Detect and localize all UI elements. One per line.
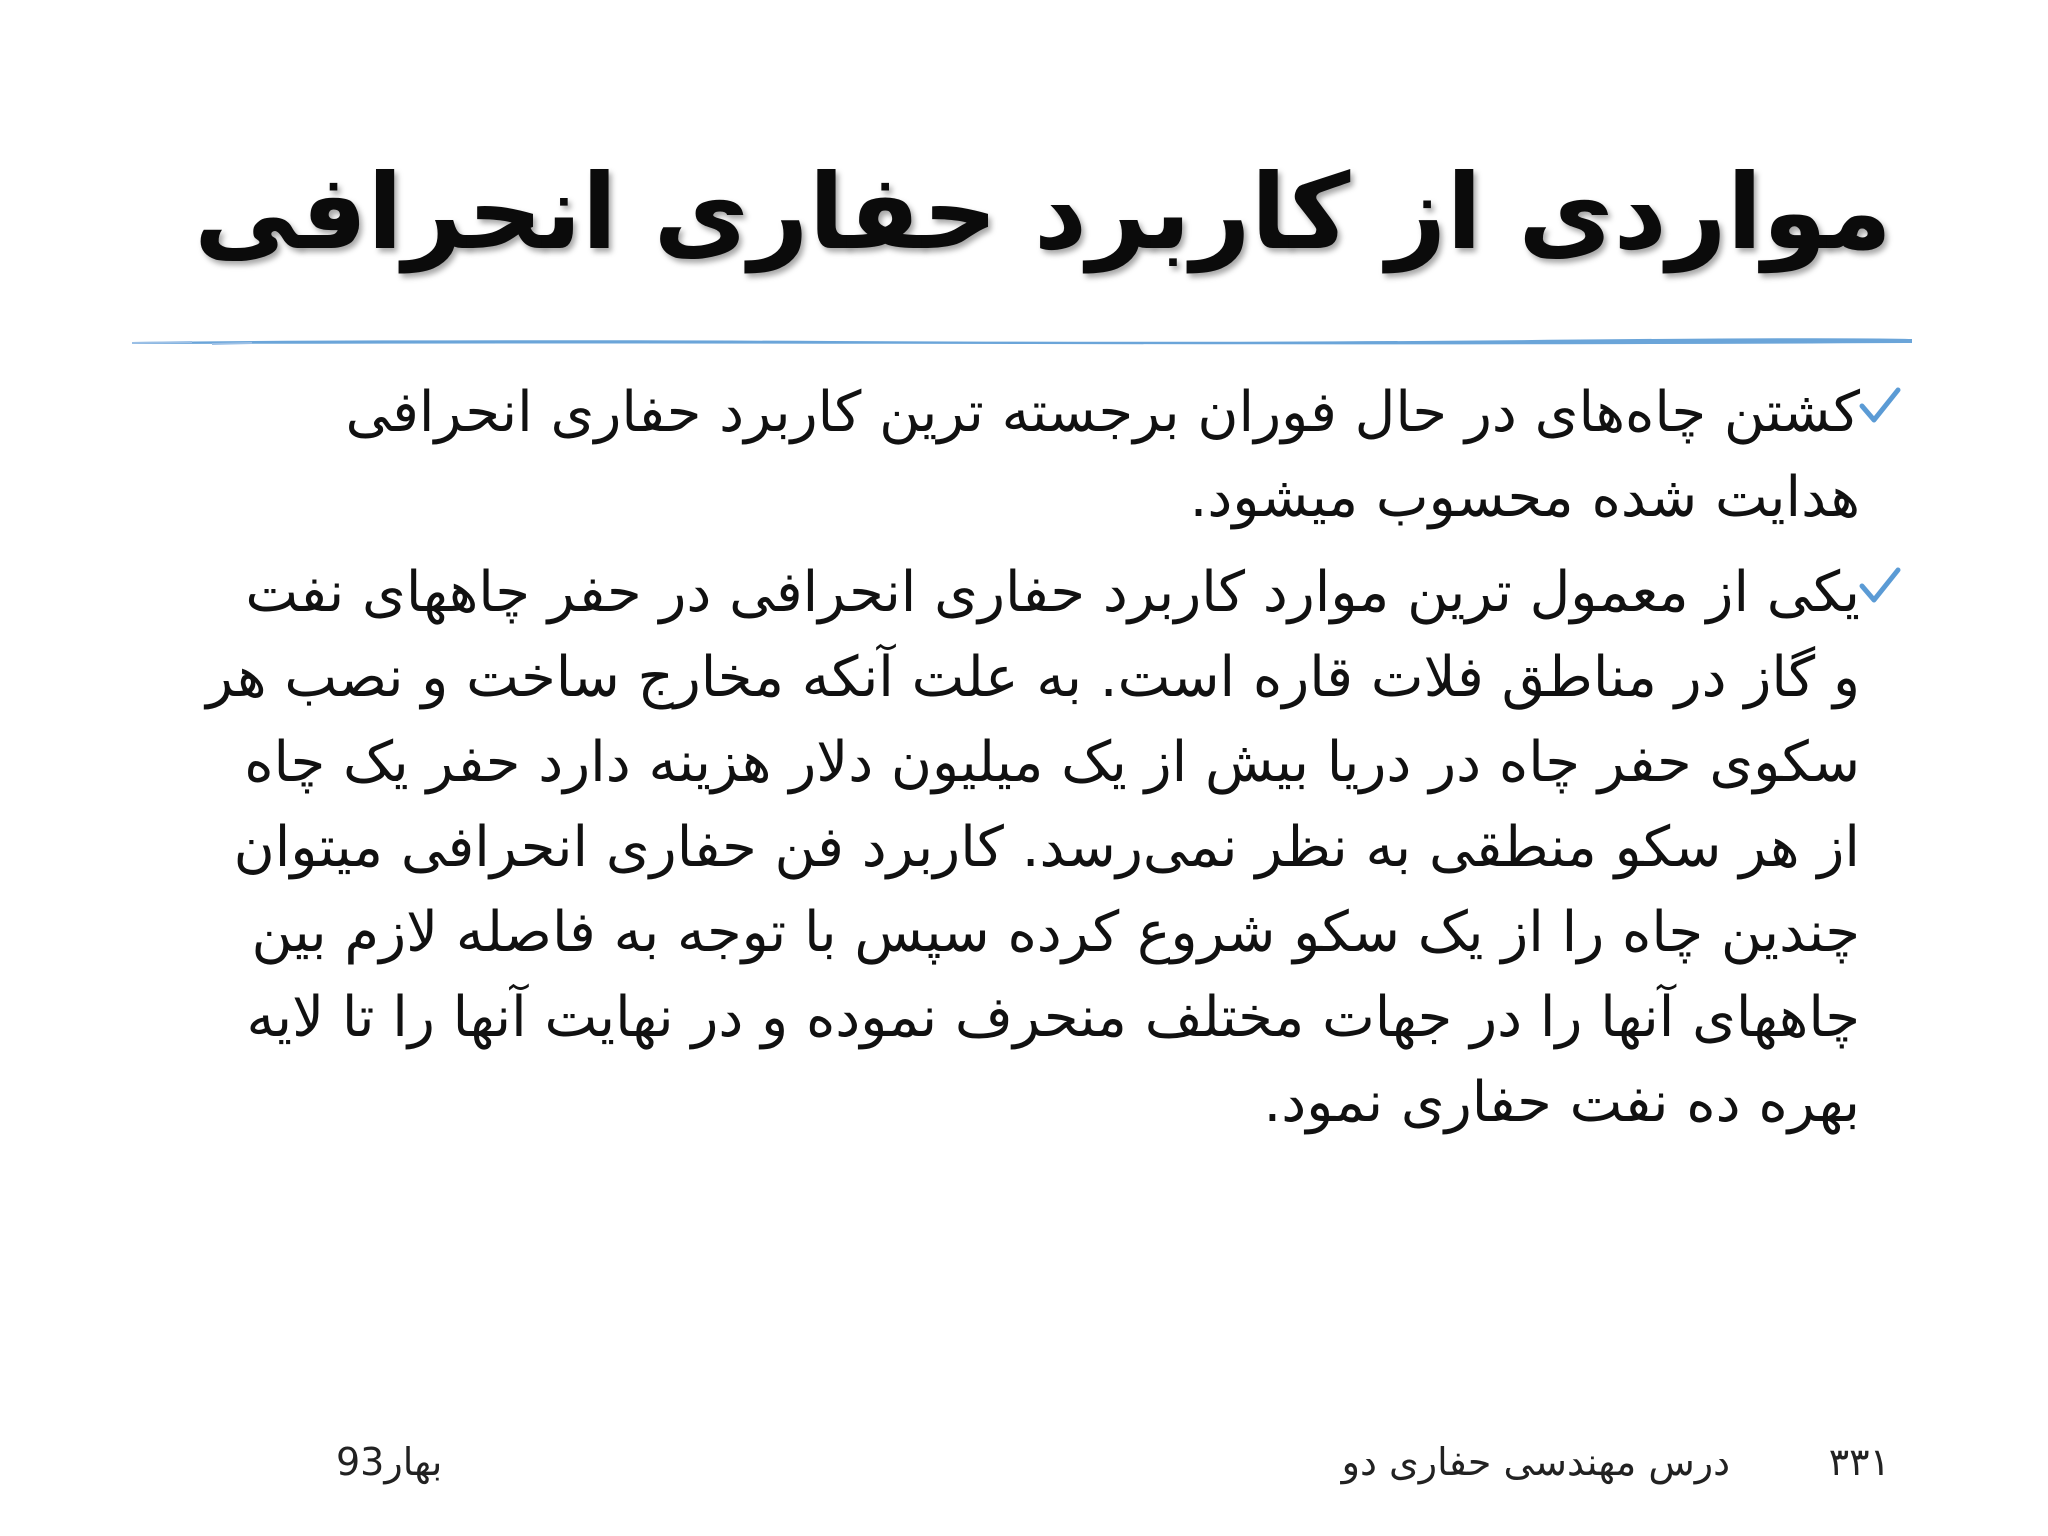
footer-date: بهار93 [336, 1440, 443, 1484]
bullet-list [204, 370, 1894, 1155]
title-divider [132, 334, 1912, 348]
bullet-item [204, 550, 1894, 1145]
bullet-item [204, 370, 1894, 540]
checkmark-icon [1858, 384, 1902, 428]
bullet-text: کشتن چاه‌های در حال فوران برجسته ترین کاربرد حفاری انحرافی هدایت شده محسوب میشود. [345, 380, 1860, 530]
page-number: ۳۳۱ [1828, 1440, 1890, 1484]
checkmark-icon [1858, 564, 1902, 608]
footer-course: درس مهندسی حفاری دو [1341, 1440, 1730, 1484]
slide-title: مواردی از کاربرد حفاری انحرافی [193, 151, 1892, 273]
bullet-text: یکی از معمول ترین موارد کاربرد حفاری انحرافی در حفر چاههای نفت و گاز در مناطق فلات قاره است. به علت آنکه مخارج ساخت و نصب هر سکوی حفر چاه در دریا بیش از یک میلیون دلار هزینه دارد حفر یک چاه از هر سکو منطقی به نظر نمی‌رسد. کاربرد فن حفاری انحرافی میتوان چندین چاه را از یک سکو شروع کرده سپس با توجه به فاصله لازم بین چاههای آنها را در جهات مختلف منحرف نموده و در نهایت آنها را تا لایه بهره ده نفت حفاری نمود. [206, 560, 1860, 1135]
